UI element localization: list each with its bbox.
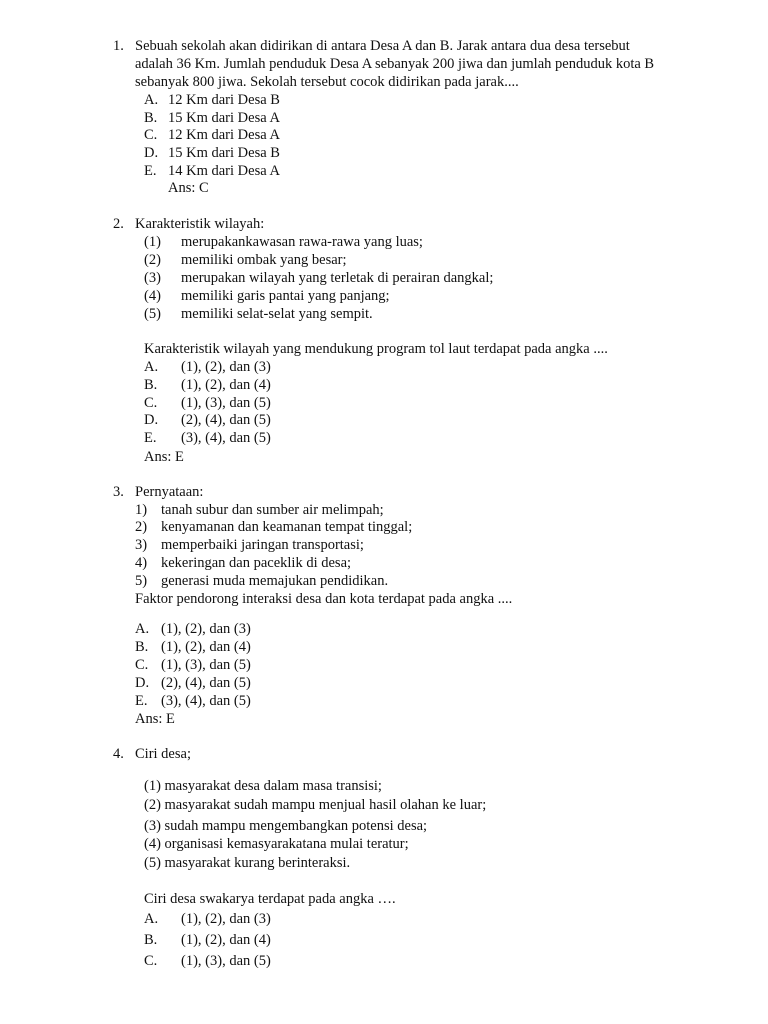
q2-item-5-text: memiliki selat-selat yang sempit.: [181, 306, 373, 322]
q4-title: Ciri desa;: [135, 746, 191, 762]
q2-item-3-num: (3): [144, 270, 161, 286]
q3-item-4-text: kekeringan dan paceklik di desa;: [161, 555, 352, 571]
q3-option-c-text: (1), (3), dan (5): [161, 657, 251, 673]
q2-item-2-num: (2): [144, 252, 161, 268]
q3-option-d-letter: D.: [135, 675, 150, 691]
q3-option-b-letter: B.: [135, 639, 149, 655]
q4-item-5: (5) masyarakat kurang berinteraksi.: [144, 855, 351, 871]
q2-option-b-letter: B.: [144, 377, 158, 393]
q1-option-b-letter: B.: [144, 110, 158, 126]
q2-option-b-text: (1), (2), dan (4): [181, 377, 271, 393]
q2-item-2-text: memiliki ombak yang besar;: [181, 252, 347, 268]
q2-option-c-letter: C.: [144, 395, 158, 411]
q1-option-c-letter: C.: [144, 127, 158, 143]
q3-title: Pernyataan:: [135, 484, 204, 500]
q3-item-3-num: 3): [135, 537, 148, 553]
q3-option-c-letter: C.: [135, 657, 149, 673]
q3-option-d-text: (2), (4), dan (5): [161, 675, 251, 691]
q3-question: Faktor pendorong interaksi desa dan kota terdapat pada angka ....: [135, 591, 513, 607]
q3-item-1-num: 1): [135, 502, 148, 518]
q4-option-b-letter: B.: [144, 932, 158, 948]
q1-answer: Ans: C: [168, 180, 209, 196]
q4-item-3: (3) sudah mampu mengembangkan potensi desa;: [144, 818, 428, 834]
q3-item-5-text: generasi muda memajukan pendidikan.: [161, 573, 389, 589]
q4-item-4: (4) organisasi kemasyarakatana mulai teratur;: [144, 836, 409, 852]
q2-option-e-letter: E.: [144, 430, 157, 446]
q1-option-b-text: 15 Km dari Desa A: [168, 110, 280, 126]
q2-option-d-text: (2), (4), dan (5): [181, 412, 271, 428]
q3-item-5-num: 5): [135, 573, 148, 589]
q3-number: 3.: [113, 484, 124, 500]
q1-stem-line-3: sebanyak 800 jiwa. Sekolah tersebut cocok didirikan pada jarak....: [135, 74, 519, 90]
q2-option-a-letter: A.: [144, 359, 159, 375]
q2-item-1-text: merupakankawasan rawa-rawa yang luas;: [181, 234, 423, 250]
q3-option-e-text: (3), (4), dan (5): [161, 693, 251, 709]
q4-number: 4.: [113, 746, 124, 762]
q3-option-b-text: (1), (2), dan (4): [161, 639, 251, 655]
q3-item-1-text: tanah subur dan sumber air melimpah;: [161, 502, 384, 518]
q3-item-2-num: 2): [135, 519, 148, 535]
q4-option-c-text: (1), (3), dan (5): [181, 953, 271, 969]
q1-number: 1.: [113, 38, 124, 54]
q1-option-e-letter: E.: [144, 163, 157, 179]
q1-option-d-text: 15 Km dari Desa B: [168, 145, 280, 161]
q1-option-a-letter: A.: [144, 92, 159, 108]
q2-question: Karakteristik wilayah yang mendukung program tol laut terdapat pada angka ....: [144, 341, 608, 357]
q2-option-a-text: (1), (2), dan (3): [181, 359, 271, 375]
q2-item-5-num: (5): [144, 306, 161, 322]
q3-option-a-text: (1), (2), dan (3): [161, 621, 251, 637]
q3-option-e-letter: E.: [135, 693, 148, 709]
q4-item-1: (1) masyarakat desa dalam masa transisi;: [144, 778, 382, 794]
q2-option-c-text: (1), (3), dan (5): [181, 395, 271, 411]
q2-option-d-letter: D.: [144, 412, 159, 428]
q2-answer: Ans: E: [144, 449, 184, 465]
q1-stem-line-2: adalah 36 Km. Jumlah penduduk Desa A sebanyak 200 jiwa dan jumlah penduduk kota B: [135, 56, 655, 72]
q2-item-1-num: (1): [144, 234, 161, 250]
q3-option-a-letter: A.: [135, 621, 150, 637]
q2-title: Karakteristik wilayah:: [135, 216, 265, 232]
q4-option-c-letter: C.: [144, 953, 158, 969]
q1-option-e-text: 14 Km dari Desa A: [168, 163, 280, 179]
q4-option-a-letter: A.: [144, 911, 159, 927]
q1-option-a-text: 12 Km dari Desa B: [168, 92, 280, 108]
q3-item-4-num: 4): [135, 555, 148, 571]
q4-option-a-text: (1), (2), dan (3): [181, 911, 271, 927]
q2-item-4-text: memiliki garis pantai yang panjang;: [181, 288, 390, 304]
q1-stem-line-1: Sebuah sekolah akan didirikan di antara Desa A dan B. Jarak antara dua desa tersebut: [135, 38, 630, 54]
q3-item-3-text: memperbaiki jaringan transportasi;: [161, 537, 364, 553]
q3-answer: Ans: E: [135, 711, 175, 727]
q2-item-4-num: (4): [144, 288, 161, 304]
q2-number: 2.: [113, 216, 124, 232]
q1-option-c-text: 12 Km dari Desa A: [168, 127, 280, 143]
q2-item-3-text: merupakan wilayah yang terletak di perairan dangkal;: [181, 270, 494, 286]
q1-option-d-letter: D.: [144, 145, 159, 161]
q3-item-2-text: kenyamanan dan keamanan tempat tinggal;: [161, 519, 413, 535]
q4-question: Ciri desa swakarya terdapat pada angka ….: [144, 891, 396, 907]
q4-option-b-text: (1), (2), dan (4): [181, 932, 271, 948]
q2-option-e-text: (3), (4), dan (5): [181, 430, 271, 446]
q4-item-2: (2) masyarakat sudah mampu menjual hasil olahan ke luar;: [144, 797, 487, 813]
